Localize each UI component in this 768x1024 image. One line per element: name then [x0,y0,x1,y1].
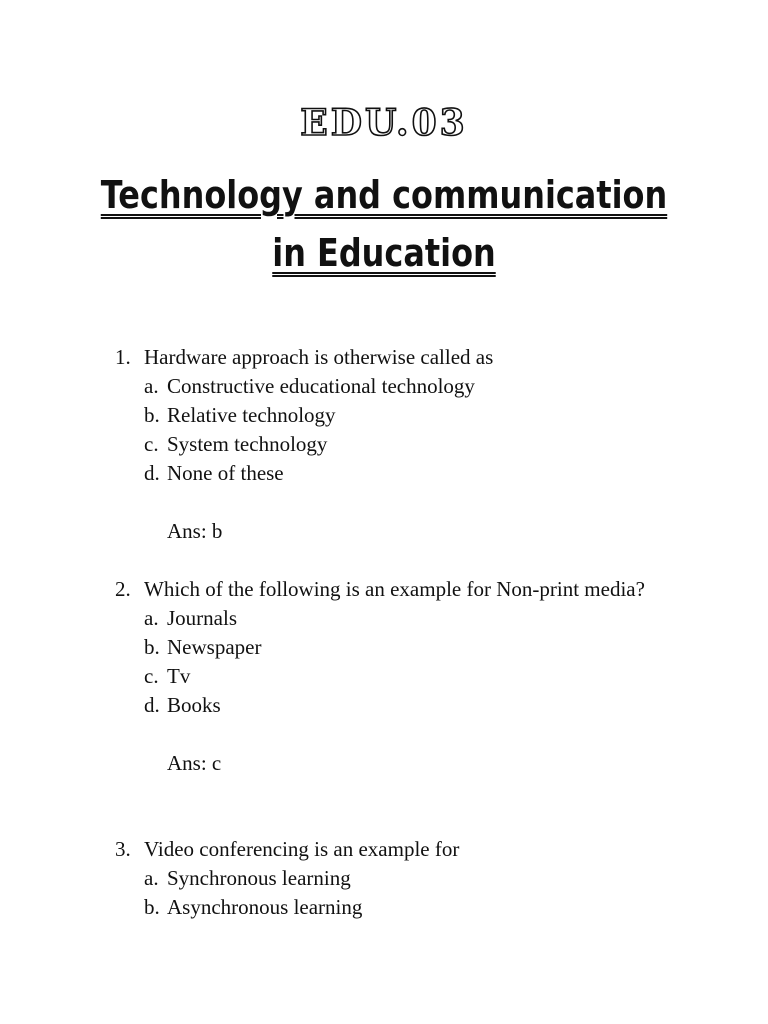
option-letter: d. [144,461,160,485]
option-text: Tv [167,664,191,688]
option-d [115,459,675,488]
option-b [115,401,675,430]
option-c [115,430,675,459]
answer: Ans: c [167,751,222,775]
page-title [61,166,706,282]
option-letter: b. [144,635,160,659]
question-text: Which of the following is an example for Non-print media? [144,577,645,601]
option-letter: a. [144,606,159,630]
option-letter: d. [144,693,160,717]
option-a [115,864,675,893]
question-number: 3. [115,837,131,861]
question-number: 2. [115,577,131,601]
question-stem [115,575,675,604]
course-code: EDU.03 [300,102,468,144]
option-text: Relative technology [167,403,336,427]
option-text: Journals [167,606,237,630]
option-text: Newspaper [167,635,262,659]
option-d [115,691,675,720]
title-line-2: in Education [272,231,496,275]
option-a [115,604,675,633]
question-stem [115,343,675,372]
answer: Ans: b [167,519,223,543]
option-letter: a. [144,374,159,398]
option-letter: c. [144,664,159,688]
option-text: Constructive educational technology [167,374,475,398]
option-text: Synchronous learning [167,866,351,890]
option-c [115,662,675,691]
option-letter: c. [144,432,159,456]
option-text: Asynchronous learning [167,895,363,919]
question-text: Video conferencing is an example for [144,837,460,861]
option-letter: a. [144,866,159,890]
option-a [115,372,675,401]
option-text: None of these [167,461,284,485]
option-b [115,633,675,662]
title-line-1: Technology and communication [100,173,668,217]
question-number: 1. [115,345,131,369]
option-text: System technology [167,432,328,456]
question-2 [115,575,675,778]
question-3 [115,835,675,922]
question-text: Hardware approach is otherwise called as [144,345,494,369]
question-1 [115,343,675,546]
option-letter: b. [144,403,160,427]
option-text: Books [167,693,221,717]
option-letter: b. [144,895,160,919]
question-stem [115,835,675,864]
option-b [115,893,675,922]
